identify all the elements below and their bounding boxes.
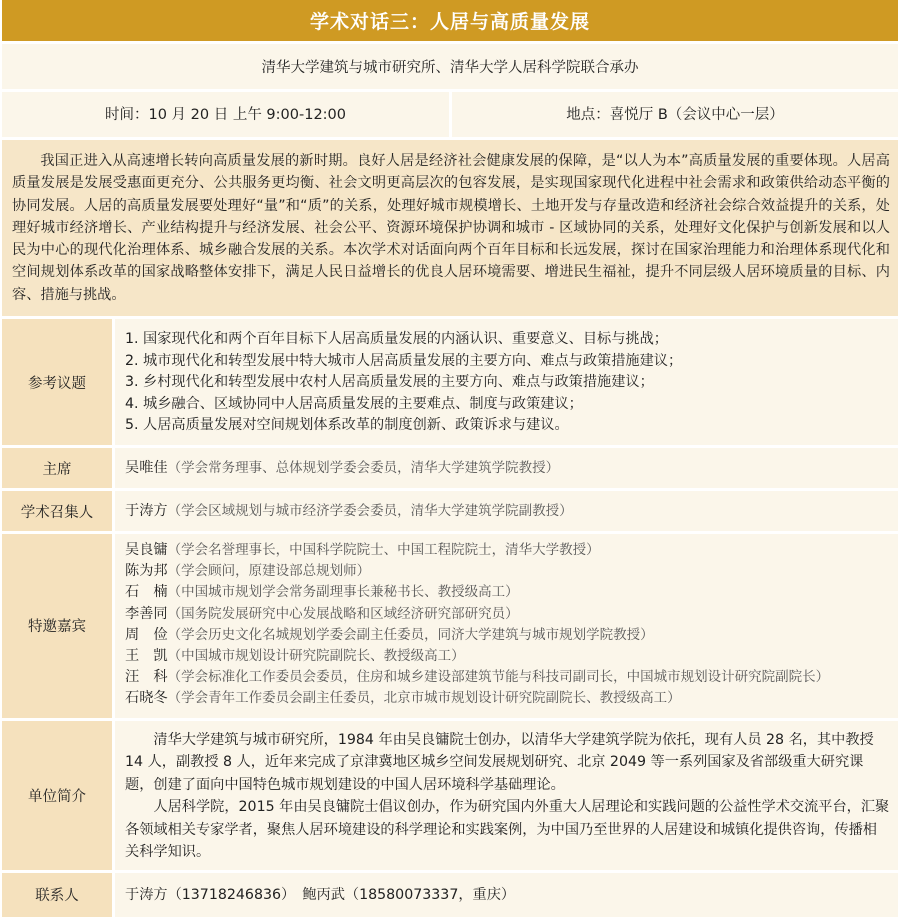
guest-desc: （学会标准化工作委员会委员，住房和城乡建设部建筑节能与科技司副司长，中国城市规划设计研究院副院长） — [167, 669, 830, 686]
guest-name: 石 楠 — [125, 584, 168, 601]
event-location: 地点：喜悦厅 B（会议中心一层） — [452, 92, 898, 137]
organizer-line: 清华大学建筑与城市研究所、清华大学人居科学院联合承办 — [2, 44, 898, 92]
topic-item: 4. 城乡融合、区域协同中人居高质量发展的主要难点、制度与政策建议； — [125, 395, 583, 412]
chair-name: 吴唯佳 — [125, 460, 168, 477]
topic-item: 3. 乡村现代化和转型发展中农村人居高质量发展的主要方向、难点与政策措施建议； — [125, 374, 654, 391]
topic-item: 1. 国家现代化和两个百年目标下人居高质量发展的内涵认识、重要意义、目标与挑战； — [125, 331, 668, 348]
guest-name: 汪 科 — [125, 669, 168, 686]
topic-item: 2. 城市现代化和转型发展中特大城市人居高质量发展的主要方向、难点与政策措施建议； — [125, 352, 683, 369]
topics-label: 参考议题 — [2, 319, 115, 445]
guest-name: 石晓冬 — [125, 690, 168, 707]
guest-item — [125, 667, 890, 688]
guest-name: 吴良镛 — [125, 542, 168, 559]
event-time: 时间：10 月 20 日 上午 9:00-12:00 — [2, 92, 452, 137]
guest-name: 李善同 — [125, 605, 168, 622]
guest-desc: （中国城市规划设计研究院副院长、教授级高工） — [167, 648, 465, 665]
guest-desc: （国务院发展研究中心发展战略和区域经济研究部研究员） — [167, 605, 519, 622]
contact-info: 于涛方（13718246836） 鲍丙武（18580073337，重庆） — [115, 873, 898, 917]
guest-desc: （学会青年工作委员会副主任委员，北京市城市规划设计研究院副院长、教授级高工） — [167, 690, 681, 707]
convener-name: 于涛方 — [125, 503, 168, 520]
guests-label: 特邀嘉宾 — [2, 534, 115, 718]
guest-item — [125, 646, 890, 667]
guest-desc: （中国城市规划学会常务副理事长兼秘书长、教授级高工） — [167, 584, 519, 601]
topic-item: 5. 人居高质量发展对空间规划体系改革的制度创新、政策诉求与建议。 — [125, 417, 569, 434]
org-content — [115, 721, 898, 870]
topics-section — [2, 319, 898, 448]
intro-paragraph: 我国正进入从高速增长转向高质量发展的新时期。良好人居是经济社会健康发展的保障，是“以人为本”高质量发展的重要体现。人居高质量发展是发展受惠面更充分、公共服务更均衡、社会文明更高层次的包容发展，是实现国家现代化进程中社会需求和政策供给动态平衡的协同发展。人居的高质量发展要处理好“量”和“质”的关系，处理好城市规模增长、土地开发与存量改造和经济社会综合效益提升的关系，处理好城市经济增长、产业结构提升与经济发展、社会公平、资源环境保护协调和城市 - 区域协同的关系，处理好文化保护与创新发展和以人民为中心的现代化治理体系、城乡融合发展的关系。本次学术对话面向两个百年目标和长远发展，探讨在国家治理能力和治理体系现代化和空间规划体系改革的国家战略整体安排下，满足人民日益增长的优良人居环境需要、增进民生福祉，提升不同层级人居环境质量的目标、内容、措施与挑战。 — [2, 140, 898, 319]
topics-list — [115, 319, 898, 445]
org-label: 单位简介 — [2, 721, 115, 870]
contact-label: 联系人 — [2, 873, 115, 917]
convener-person — [115, 491, 898, 531]
chair-section — [2, 448, 898, 491]
guest-item — [125, 625, 890, 646]
guest-desc: （学会顾问，原建设部总规划师） — [167, 563, 371, 580]
guests-list — [115, 534, 898, 718]
time-location-row — [2, 92, 898, 140]
guests-section — [2, 534, 898, 721]
convener-desc: （学会区域规划与城市经济学委会委员，清华大学建筑学院副教授） — [167, 503, 573, 520]
guest-desc: （学会历史文化名城规划学委会副主任委员，同济大学建筑与城市规划学院教授） — [167, 626, 654, 643]
guest-item — [125, 688, 890, 709]
guest-item — [125, 561, 890, 582]
contact-section — [2, 873, 898, 920]
event-card — [2, 0, 898, 920]
guest-name: 王 凯 — [125, 648, 168, 665]
guest-item — [125, 604, 890, 625]
page-title: 学术对话三：人居与高质量发展 — [2, 0, 898, 44]
chair-label: 主席 — [2, 448, 115, 488]
org-paragraph: 人居科学院，2015 年由吴良镛院士倡议创办，作为研究国内外重大人居理论和实践问题的公益性学术交流平台，汇聚各领域相关专家学者，聚焦人居环境建设的科学理论和实践案例，为中国乃至世界的人居建设和城镇化提供咨询，传播相关科学知识。 — [125, 799, 890, 861]
guest-desc: （学会名誉理事长，中国科学院院士、中国工程院院士，清华大学教授） — [167, 542, 600, 559]
convener-label: 学术召集人 — [2, 491, 115, 531]
org-section — [2, 721, 898, 873]
guest-item — [125, 540, 890, 561]
guest-item — [125, 582, 890, 603]
guest-name: 周 俭 — [125, 626, 168, 643]
guest-name: 陈为邦 — [125, 563, 168, 580]
org-paragraph: 清华大学建筑与城市研究所，1984 年由吴良镛院士创办，以清华大学建筑学院为依托，现有人员 28 名，其中教授 14 人，副教授 8 人，近年来完成了京津冀地区城乡空间发展规划研究、北京 2049 等一系列国家及省部级重大研究课题，创建了面向中国特色城市规划建设的中国人居环境科学基础理论。 — [125, 731, 874, 793]
chair-person — [115, 448, 898, 488]
chair-desc: （学会常务理事、总体规划学委会委员，清华大学建筑学院教授） — [167, 460, 560, 477]
convener-section — [2, 491, 898, 534]
